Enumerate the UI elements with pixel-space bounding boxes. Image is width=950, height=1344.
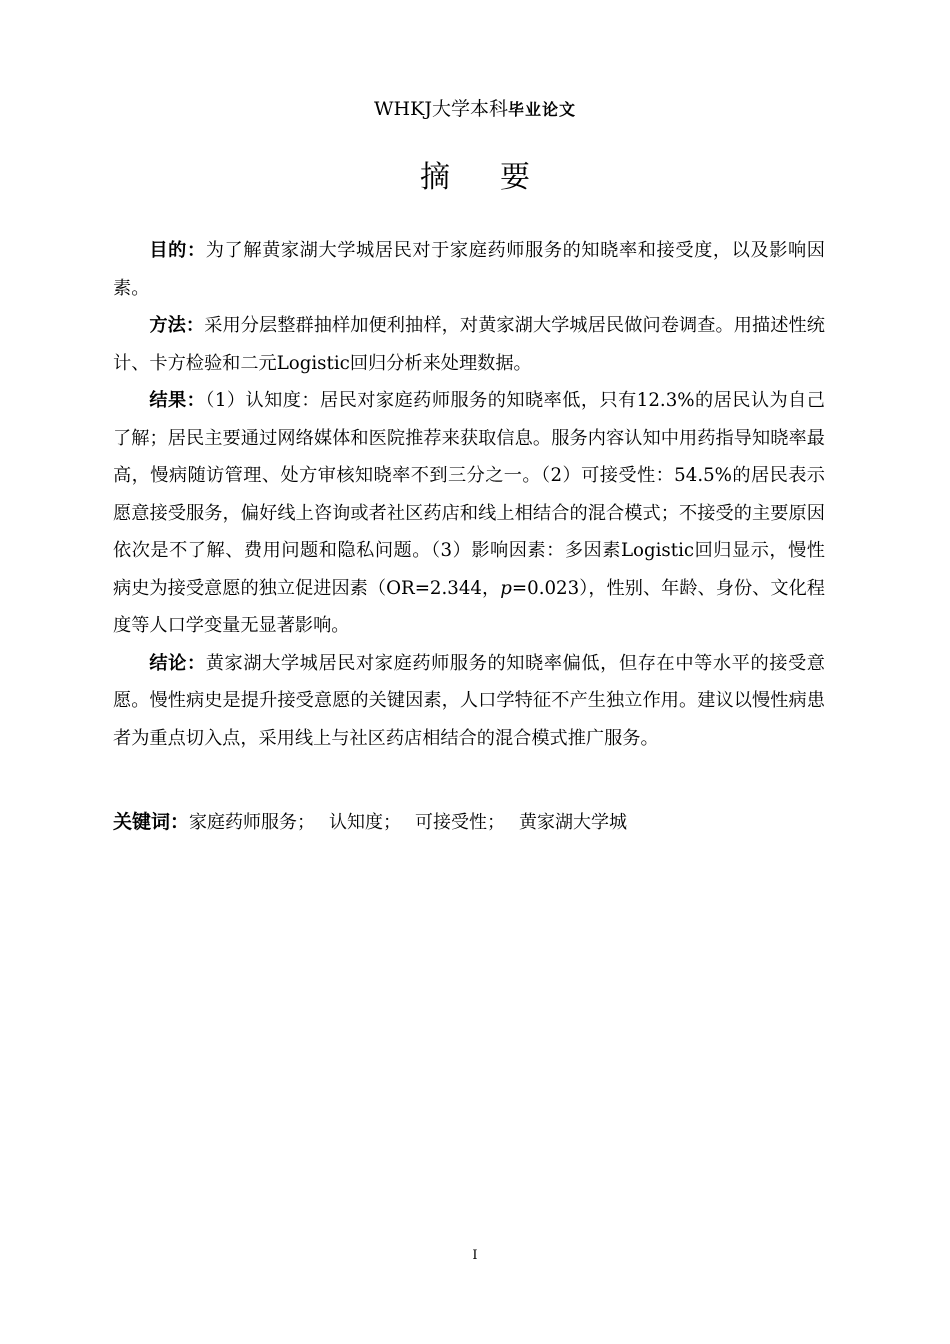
header-university: WHKJ大学本科	[374, 98, 508, 120]
abstract-title: 摘要	[420, 160, 580, 195]
abstract-body	[113, 232, 825, 757]
results-text-part2: =0.023），性别、年龄、身份、文化程度等人口学变量无显著影响。	[113, 577, 825, 636]
method-text: 采用分层整群抽样加便利抽样，对黄家湖大学城居民做问卷调查。用描述性统计、卡方检验和二元Logistic回归分析来处理数据。	[113, 315, 825, 374]
keyword-item: 家庭药师服务；	[189, 812, 316, 833]
keywords-line	[113, 804, 825, 841]
method-label: 方法：	[149, 315, 205, 336]
abstract-method	[113, 307, 825, 382]
conclusion-label: 结论：	[149, 652, 206, 674]
purpose-label: 目的：	[149, 240, 206, 261]
conclusion-text: 黄家湖大学城居民对家庭药师服务的知晓率偏低，但存在中等水平的接受意愿。慢性病史是提升接受意愿的关键因素，人口学特征不产生独立作用。建议以慢性病患者为重点切入点，采用线上与社区药店相结合的混合模式推广服务。	[113, 652, 825, 749]
abstract-purpose	[113, 232, 825, 307]
abstract-results	[113, 382, 825, 645]
page-header	[0, 96, 950, 123]
purpose-text: 为了解黄家湖大学城居民对于家庭药师服务的知晓率和接受度，以及影响因素。	[113, 240, 825, 299]
keyword-item: 认知度；	[329, 812, 402, 833]
header-thesis-label: 毕业论文	[507, 100, 576, 119]
keywords-label: 关键词：	[113, 811, 190, 833]
results-text-part1: （1）认知度：居民对家庭药师服务的知晓率低，只有12.3%的居民认为自己了解；居民主要通过网络媒体和医院推荐来获取信息。服务内容认知中用药指导知晓率最高，慢病随访管理、处方审核知晓率不到三分之一。（2）可接受性：54.5%的居民表示愿意接受服务，偏好线上咨询或者社区药店和线上相结合的混合模式；不接受的主要原因依次是不了解、费用问题和隐私问题。（3）影响因素：多因素Logistic回归显示，慢性病史为接受意愿的独立促进因素（OR=2.344，	[113, 390, 825, 599]
page-number: I	[472, 1248, 478, 1263]
keyword-item: 可接受性；	[415, 812, 506, 833]
results-p-symbol: p	[500, 577, 512, 599]
results-label: 结果：	[149, 390, 206, 411]
keyword-item: 黄家湖大学城	[519, 812, 628, 833]
abstract-conclusion	[113, 645, 825, 758]
